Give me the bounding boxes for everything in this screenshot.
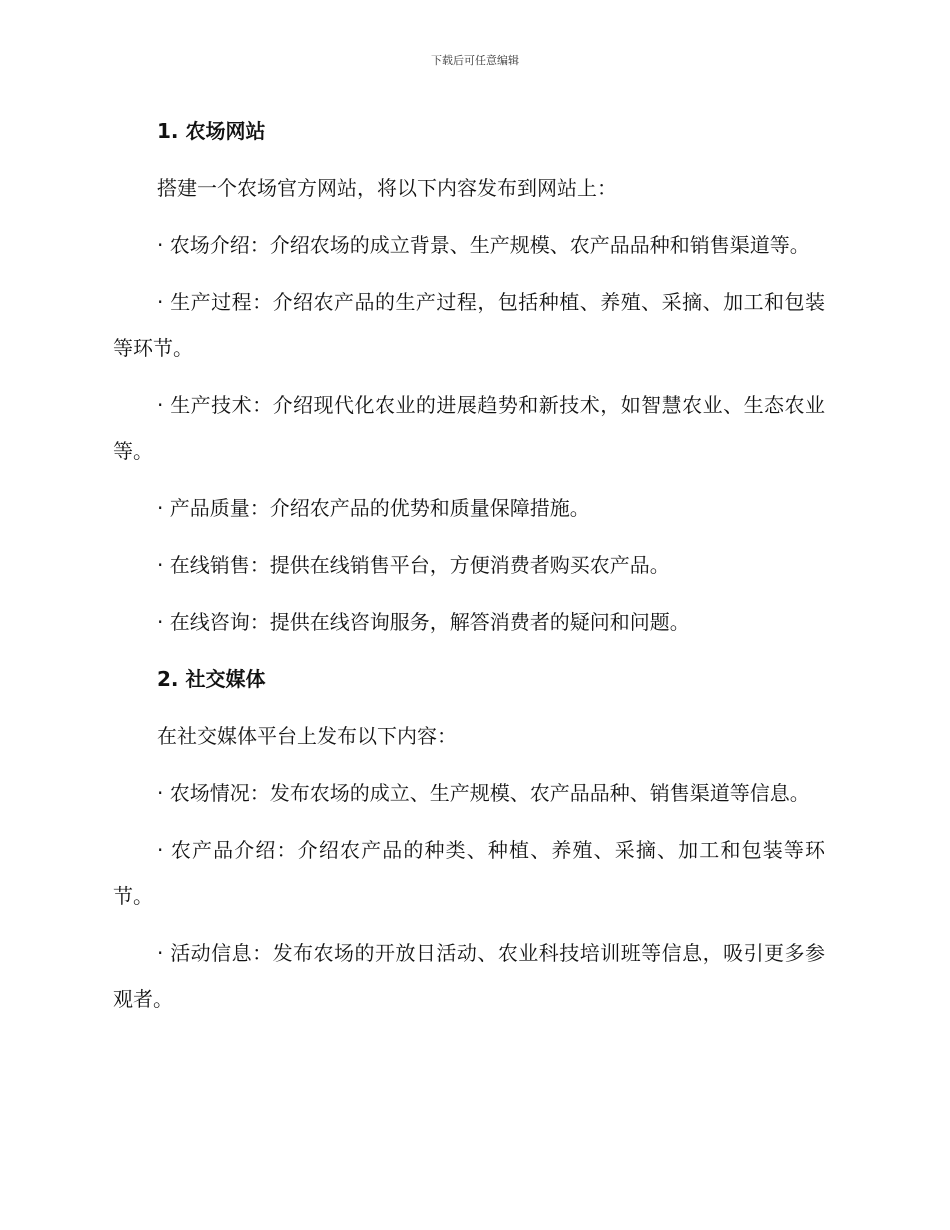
page-header: 下载后可任意编辑	[431, 54, 519, 67]
section-heading-social-media: 2. 社交媒体	[157, 667, 266, 691]
list-item: · 在线咨询：提供在线咨询服务，解答消费者的疑问和问题。	[157, 610, 690, 634]
list-item: · 农场介绍：介绍农场的成立背景、生产规模、农产品品种和销售渠道等。	[157, 233, 810, 257]
list-item: · 生产过程：介绍农产品的生产过程，包括种植、养殖、采摘、加工和包装等环节。	[113, 290, 825, 360]
list-item: · 农产品介绍：介绍农产品的种类、种植、养殖、采摘、加工和包装等环节。	[113, 838, 825, 908]
section-intro: 在社交媒体平台上发布以下内容：	[157, 724, 457, 748]
list-item: · 产品质量：介绍农产品的优势和质量保障措施。	[157, 496, 590, 520]
section-heading-farm-website: 1. 农场网站	[157, 119, 266, 143]
list-item: · 农场情况：发布农场的成立、生产规模、农产品品种、销售渠道等信息。	[157, 781, 810, 805]
document-body	[113, 108, 825, 1022]
list-item: · 在线销售：提供在线销售平台，方便消费者购买农产品。	[157, 553, 670, 577]
section-intro: 搭建一个农场官方网站，将以下内容发布到网站上：	[157, 176, 617, 200]
list-item: · 生产技术：介绍现代化农业的进展趋势和新技术，如智慧农业、生态农业等。	[113, 393, 825, 463]
list-item: · 活动信息：发布农场的开放日活动、农业科技培训班等信息，吸引更多参观者。	[113, 941, 825, 1011]
